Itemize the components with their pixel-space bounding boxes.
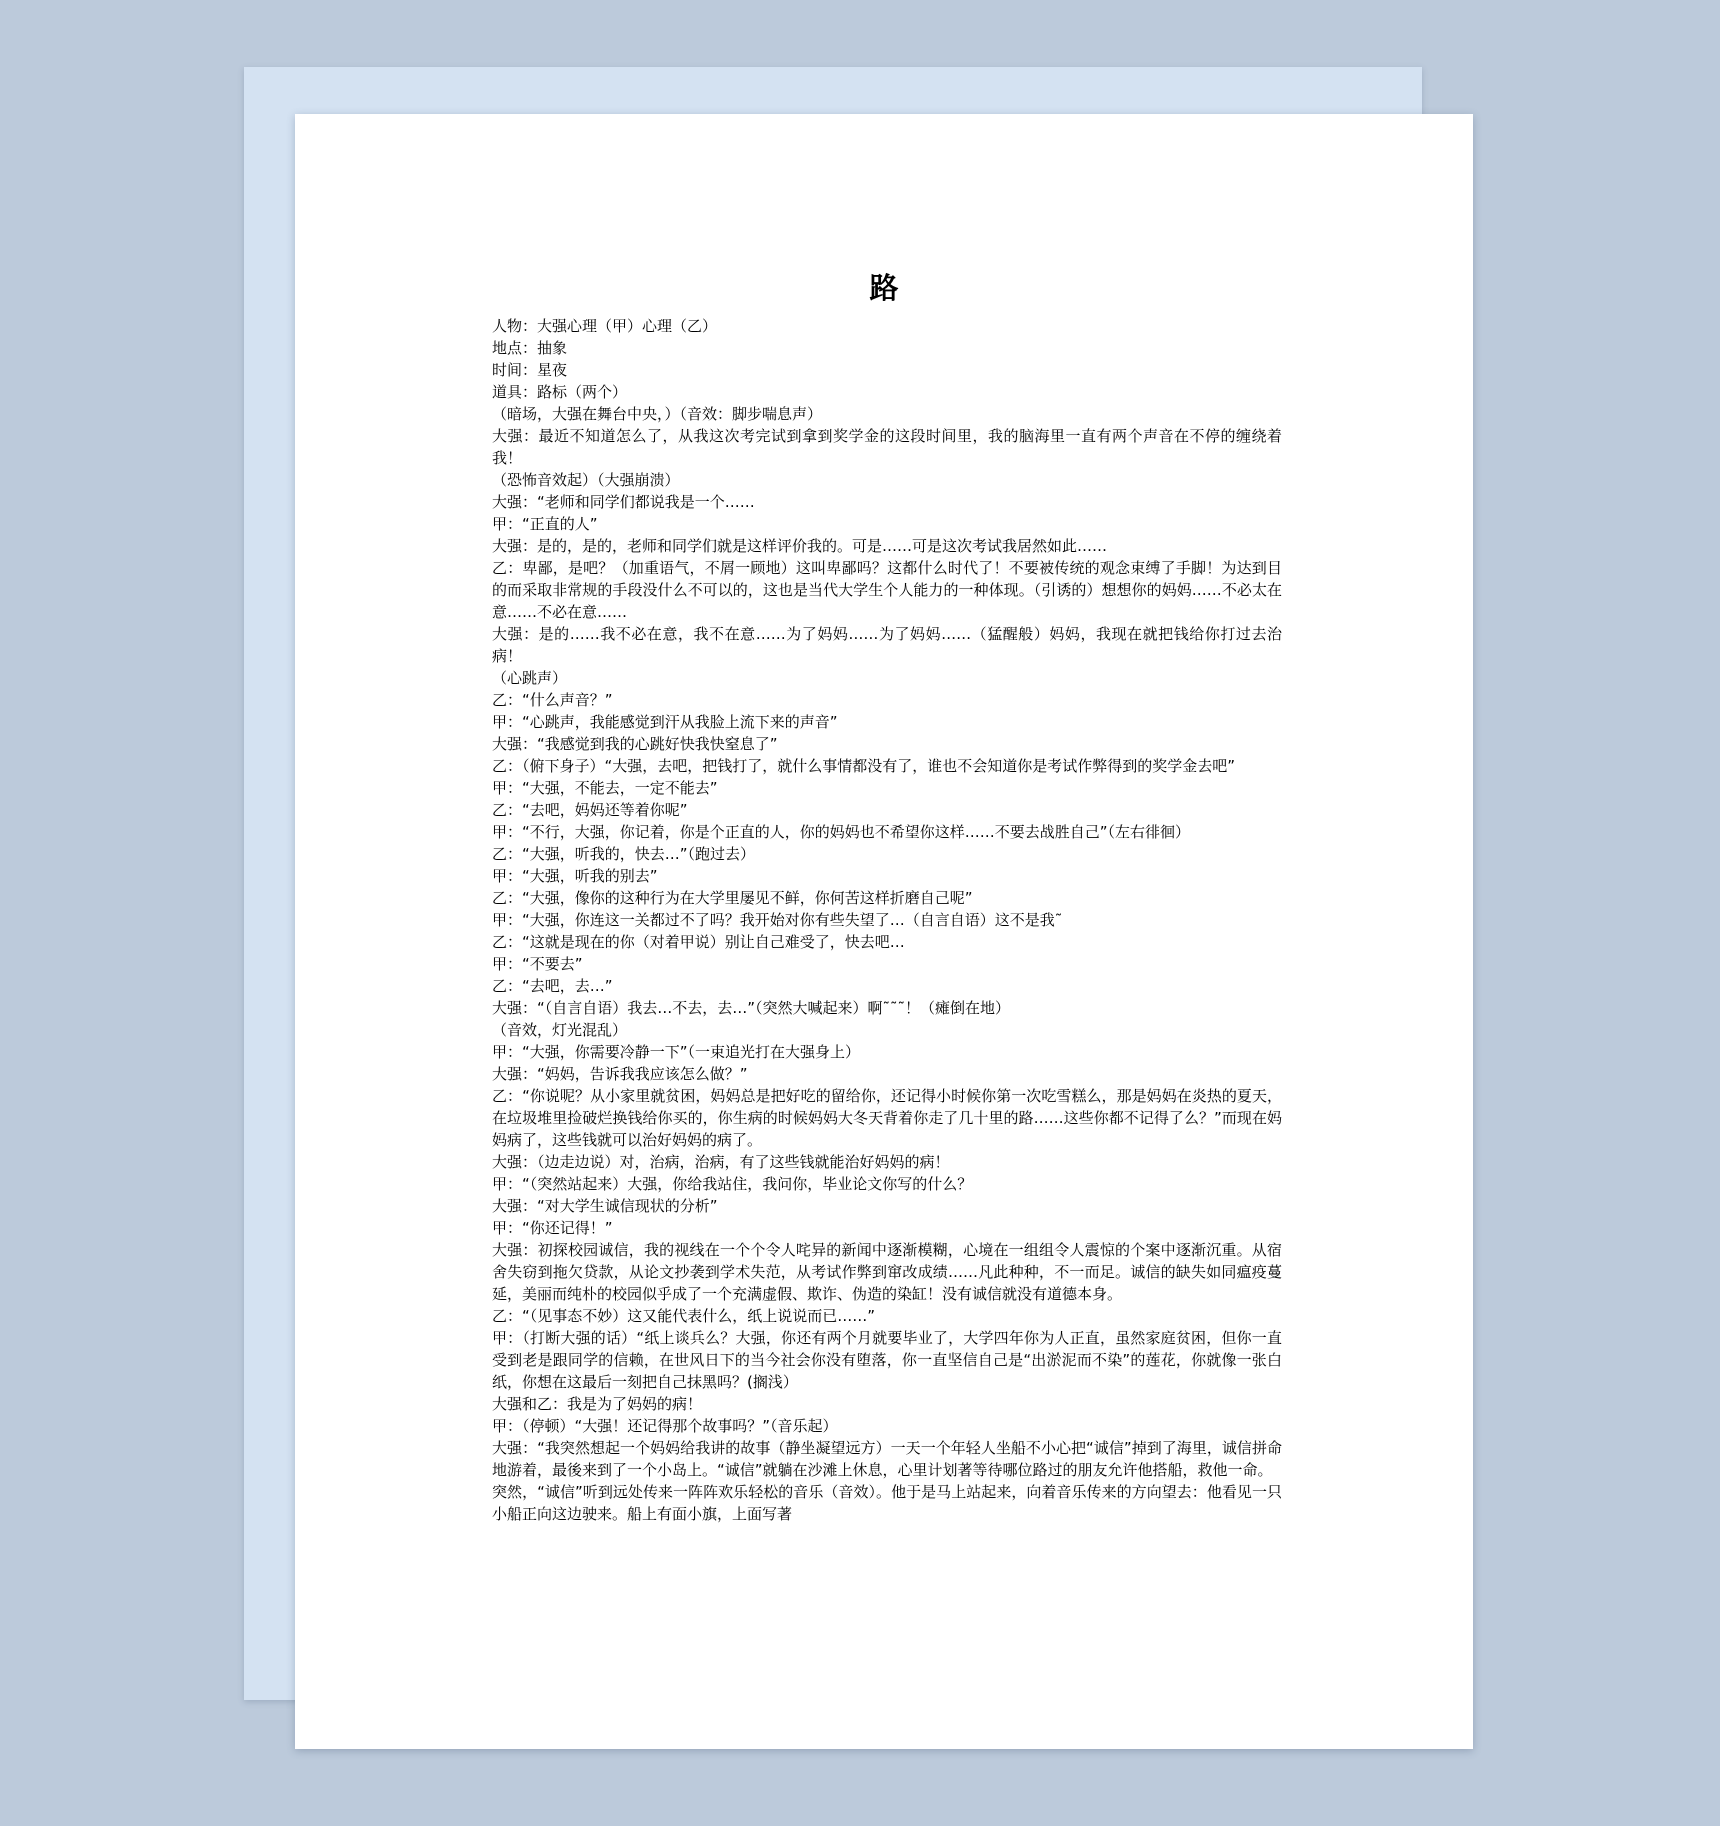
- script-line: 人物：大强心理（甲）心理（乙）: [492, 317, 718, 335]
- script-line: 甲：“不行，大强，你记着，你是个正直的人，你的妈妈也不希望你这样……不要去战胜自己”（左右徘徊）: [492, 823, 1191, 841]
- script-line: 乙：卑鄙，是吧？（加重语气，不屑一顾地）这叫卑鄙吗？这都什么时代了！不要被传统的观念束缚了手脚！为达到目的而采取非常规的手段没什么不可以的，这也是当代大学生个人能力的一种体现。（引诱的）想想你的妈妈……不必太在意……不必在意……: [492, 559, 1282, 621]
- script-line: 大强：“对大学生诚信现状的分析”: [492, 1197, 718, 1215]
- script-line: 乙：（俯下身子）“大强，去吧，把钱打了，就什么事情都没有了，谁也不会知道你是考试作弊得到的奖学金去吧”: [492, 757, 1236, 775]
- script-line: 甲：“你还记得！”: [492, 1219, 613, 1237]
- script-line: （心跳声）: [492, 669, 568, 687]
- script-line: 乙：“（见事态不妙）这又能代表什么，纸上说说而已……”: [492, 1307, 876, 1325]
- script-line: 大强：“（自言自语）我去…不去，去…”（突然大喊起来）啊˜˜˜！（瘫倒在地）: [492, 999, 1011, 1017]
- script-line: 地点：抽象: [492, 339, 568, 357]
- script-line: 甲：“正直的人”: [492, 515, 598, 533]
- script-line: （音效，灯光混乱）: [492, 1021, 628, 1039]
- script-line: 大强和乙：我是为了妈妈的病！: [492, 1395, 703, 1413]
- script-line: 大强：最近不知道怎么了，从我这次考完试到拿到奖学金的这段时间里，我的脑海里一直有两个声音在不停的缠绕着我！: [492, 427, 1282, 467]
- script-line: 道具：路标（两个）: [492, 383, 628, 401]
- script-line: 大强：“我突然想起一个妈妈给我讲的故事（静坐凝望远方）一天一个年轻人坐船不小心把“诚信”掉到了海里，诚信拼命地游着，最後来到了一个小岛上。“诚信”就躺在沙滩上休息，心里计划著等待哪位路过的朋友允许他搭船，救他一命。: [492, 1439, 1282, 1479]
- script-line: 大强：“我感觉到我的心跳好快我快窒息了”: [492, 735, 778, 753]
- script-line: 甲：“不要去”: [492, 955, 583, 973]
- script-line: 甲：（打断大强的话）“纸上谈兵么？大强，你还有两个月就要毕业了，大学四年你为人正直，虽然家庭贫困，但你一直受到老是跟同学的信赖，在世风日下的当今社会你没有堕落，你一直坚信自己是“出淤泥而不染”的莲花，你就像一张白纸，你想在这最后一刻把自己抹黑吗？(搁浅）: [492, 1329, 1282, 1391]
- document-title: 路: [869, 271, 899, 305]
- script-line: 乙：“你说呢？从小家里就贫困，妈妈总是把好吃的留给你，还记得小时候你第一次吃雪糕么，那是妈妈在炎热的夏天，在垃圾堆里捡破烂换钱给你买的，你生病的时候妈妈大冬天背着你走了几十里的路……这些你都不记得了么？”而现在妈妈病了，这些钱就可以治好妈妈的病了。: [492, 1087, 1282, 1149]
- script-line: 乙：“去吧，妈妈还等着你呢”: [492, 801, 688, 819]
- script-line: 乙：“大强，像你的这种行为在大学里屡见不鲜，你何苦这样折磨自己呢”: [492, 889, 973, 907]
- script-line: 乙：“这就是现在的你（对着甲说）别让自己难受了，快去吧…: [492, 933, 905, 951]
- script-line: 甲：“大强，你连这一关都过不了吗？我开始对你有些失望了…（自言自语）这不是我˜: [492, 911, 1063, 929]
- script-line: 甲：“大强，不能去，一定不能去”: [492, 779, 718, 797]
- script-line: （恐怖音效起）（大强崩溃）: [492, 471, 680, 489]
- script-line: 大强：是的，是的，老师和同学们就是这样评价我的。可是……可是这次考试我居然如此……: [492, 537, 1108, 555]
- document-page: [295, 114, 1473, 1749]
- script-line: 大强：“老师和同学们都说我是一个……: [492, 493, 755, 511]
- script-line: 甲：“大强，你需要冷静一下”（一束追光打在大强身上）: [492, 1043, 861, 1061]
- script-line: 突然，“诚信”听到远处传来一阵阵欢乐轻松的音乐（音效）。他于是马上站起来，向着音乐传来的方向望去：他看见一只小船正向这边驶来。船上有面小旗，上面写著: [492, 1483, 1282, 1523]
- script-line: （暗场，大强在舞台中央，）（音效：脚步喘息声）: [492, 405, 823, 423]
- script-line: 甲：“心跳声，我能感觉到汗从我脸上流下来的声音”: [492, 713, 838, 731]
- document-body: [492, 315, 1282, 1525]
- script-line: 乙：“去吧，去…”: [492, 977, 613, 995]
- script-line: 甲：（停顿）“大强！还记得那个故事吗？”（音乐起）: [492, 1417, 838, 1435]
- script-line: 甲：“大强，听我的别去”: [492, 867, 658, 885]
- script-line: 甲：“（突然站起来）大强，你给我站住，我问你，毕业论文你写的什么？: [492, 1175, 973, 1193]
- script-line: 大强：“妈妈，告诉我我应该怎么做？”: [492, 1065, 748, 1083]
- script-line: 大强：是的……我不必在意，我不在意……为了妈妈……为了妈妈……（猛醒般）妈妈，我现在就把钱给你打过去治病！: [492, 625, 1282, 665]
- script-line: 大强：（边走边说）对，治病，治病，有了这些钱就能治好妈妈的病！: [492, 1153, 950, 1171]
- script-line: 大强：初探校园诚信，我的视线在一个个令人咤异的新闻中逐渐模糊，心境在一组组令人震惊的个案中逐渐沉重。从宿舍失窃到拖欠贷款，从论文抄袭到学术失范，从考试作弊到窜改成绩……凡此种种，不一而足。诚信的缺失如同瘟疫蔓延，美丽而纯朴的校园似乎成了一个充满虚假、欺诈、伪造的染缸！没有诚信就没有道德本身。: [492, 1241, 1282, 1303]
- script-line: 乙：“大强，听我的，快去…”（跑过去）: [492, 845, 756, 863]
- script-line: 时间：星夜: [492, 361, 568, 379]
- script-line: 乙：“什么声音？”: [492, 691, 613, 709]
